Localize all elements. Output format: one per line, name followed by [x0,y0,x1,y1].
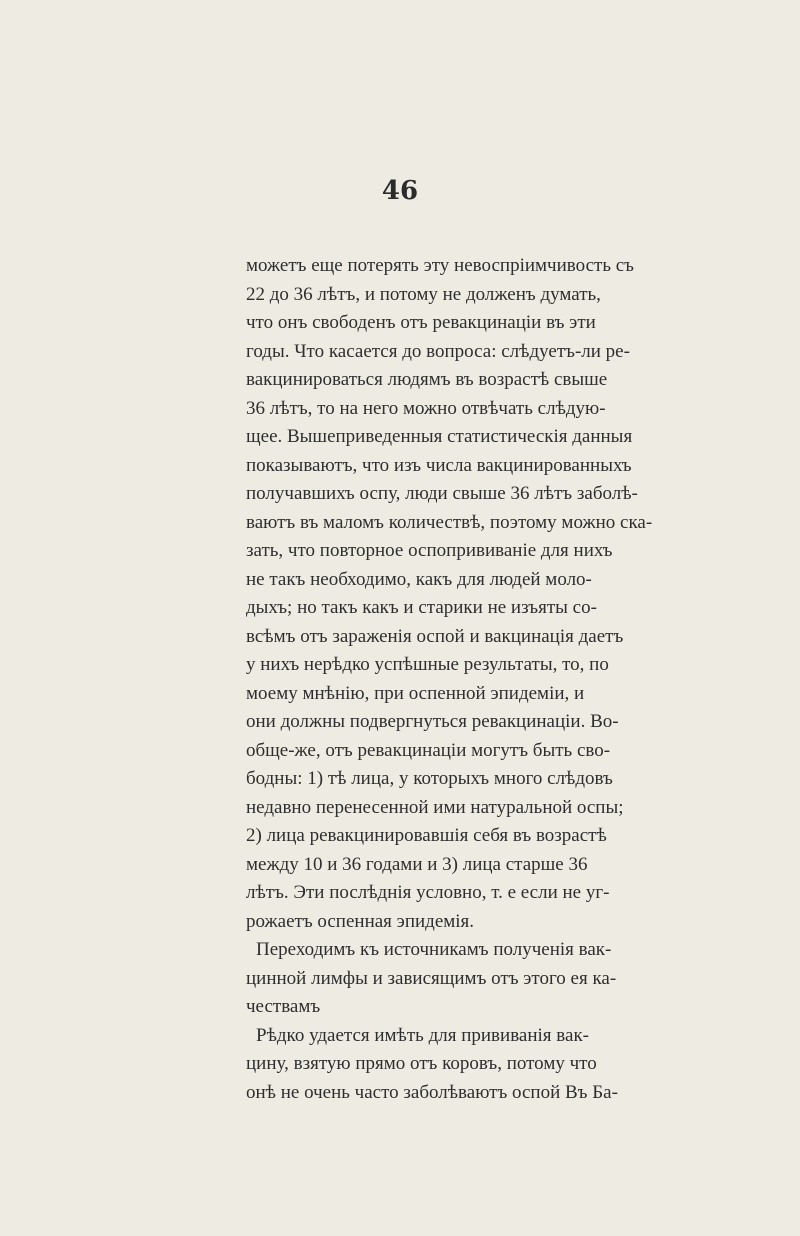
text-line: вакцинироваться людямъ въ возрастѣ свыше [246,369,608,390]
text-line: что онъ свободенъ отъ ревакцинаціи въ эти [246,312,596,333]
text-line: получавшихъ оспу, люди свыше 36 лѣтъ заболѣ- [246,483,638,504]
text-line: дыхъ; но такъ какъ и старики не изъяты со- [246,597,597,618]
text-line: Рѣдко удается имѣть для прививанія вак- [256,1024,590,1046]
text-line: щее. Вышеприведенныя статистическія данныя [246,426,633,447]
text-line: лѣтъ. Эти послѣднія условно, т. е если не уг- [246,882,610,903]
text-line: между 10 и 36 годами и 3) лица старше 36 [246,853,588,875]
text-line: годы. Что касается до вопроса: слѣдуетъ-ли ре- [246,340,630,362]
text-line: у нихъ нерѣдко успѣшные результаты, то, по [246,654,609,675]
text-line: 22 до 36 лѣтъ, и потому не долженъ думать, [246,283,601,305]
text-line: рожаетъ оспенная эпидемія. [246,910,475,932]
text-line: чествамъ [246,996,321,1017]
text-line: зать, что повторное оспопрививаніе для нихъ [246,540,613,561]
text-line: онѣ не очень часто заболѣваютъ оспой Въ Ба- [246,1081,618,1103]
text-line: обще-же, отъ ревакцинаціи могутъ быть сво- [246,739,611,761]
text-line: они должны подвергнуться ревакцинаціи. Во- [246,711,619,732]
text-line: ваютъ въ маломъ количествѣ, поэтому можно ска- [246,511,653,533]
text-line: не такъ необходимо, какъ для людей моло- [246,568,592,590]
text-line: моему мнѣнію, при оспенной эпидеміи, и [246,682,585,704]
text-line: всѣмъ отъ зараженія оспой и вакцинація даетъ [246,625,624,647]
text-line: бодны: 1) тѣ лица, у которыхъ много слѣдовъ [246,768,613,789]
text-line: недавно перенесенной ими натуральной оспы; [246,796,624,818]
text-line: цинной лимфы и зависящимъ отъ этого ея ка- [246,967,617,989]
text-line: цину, взятую прямо отъ коровъ, потому что [246,1053,597,1074]
page-number: 46 [381,176,419,206]
body-text [246,252,653,1107]
text-line: можетъ еще потерять эту невоспріимчивость съ [246,255,634,276]
text-line: Переходимъ къ источникамъ полученія вак- [256,939,612,960]
text-line: 36 лѣтъ, то на него можно отвѣчать слѣдую- [246,397,606,419]
text-line: показываютъ, что изъ числа вакцинированныхъ [246,454,632,476]
text-line: 2) лица ревакцинировавшія себя въ возрастѣ [246,825,607,846]
